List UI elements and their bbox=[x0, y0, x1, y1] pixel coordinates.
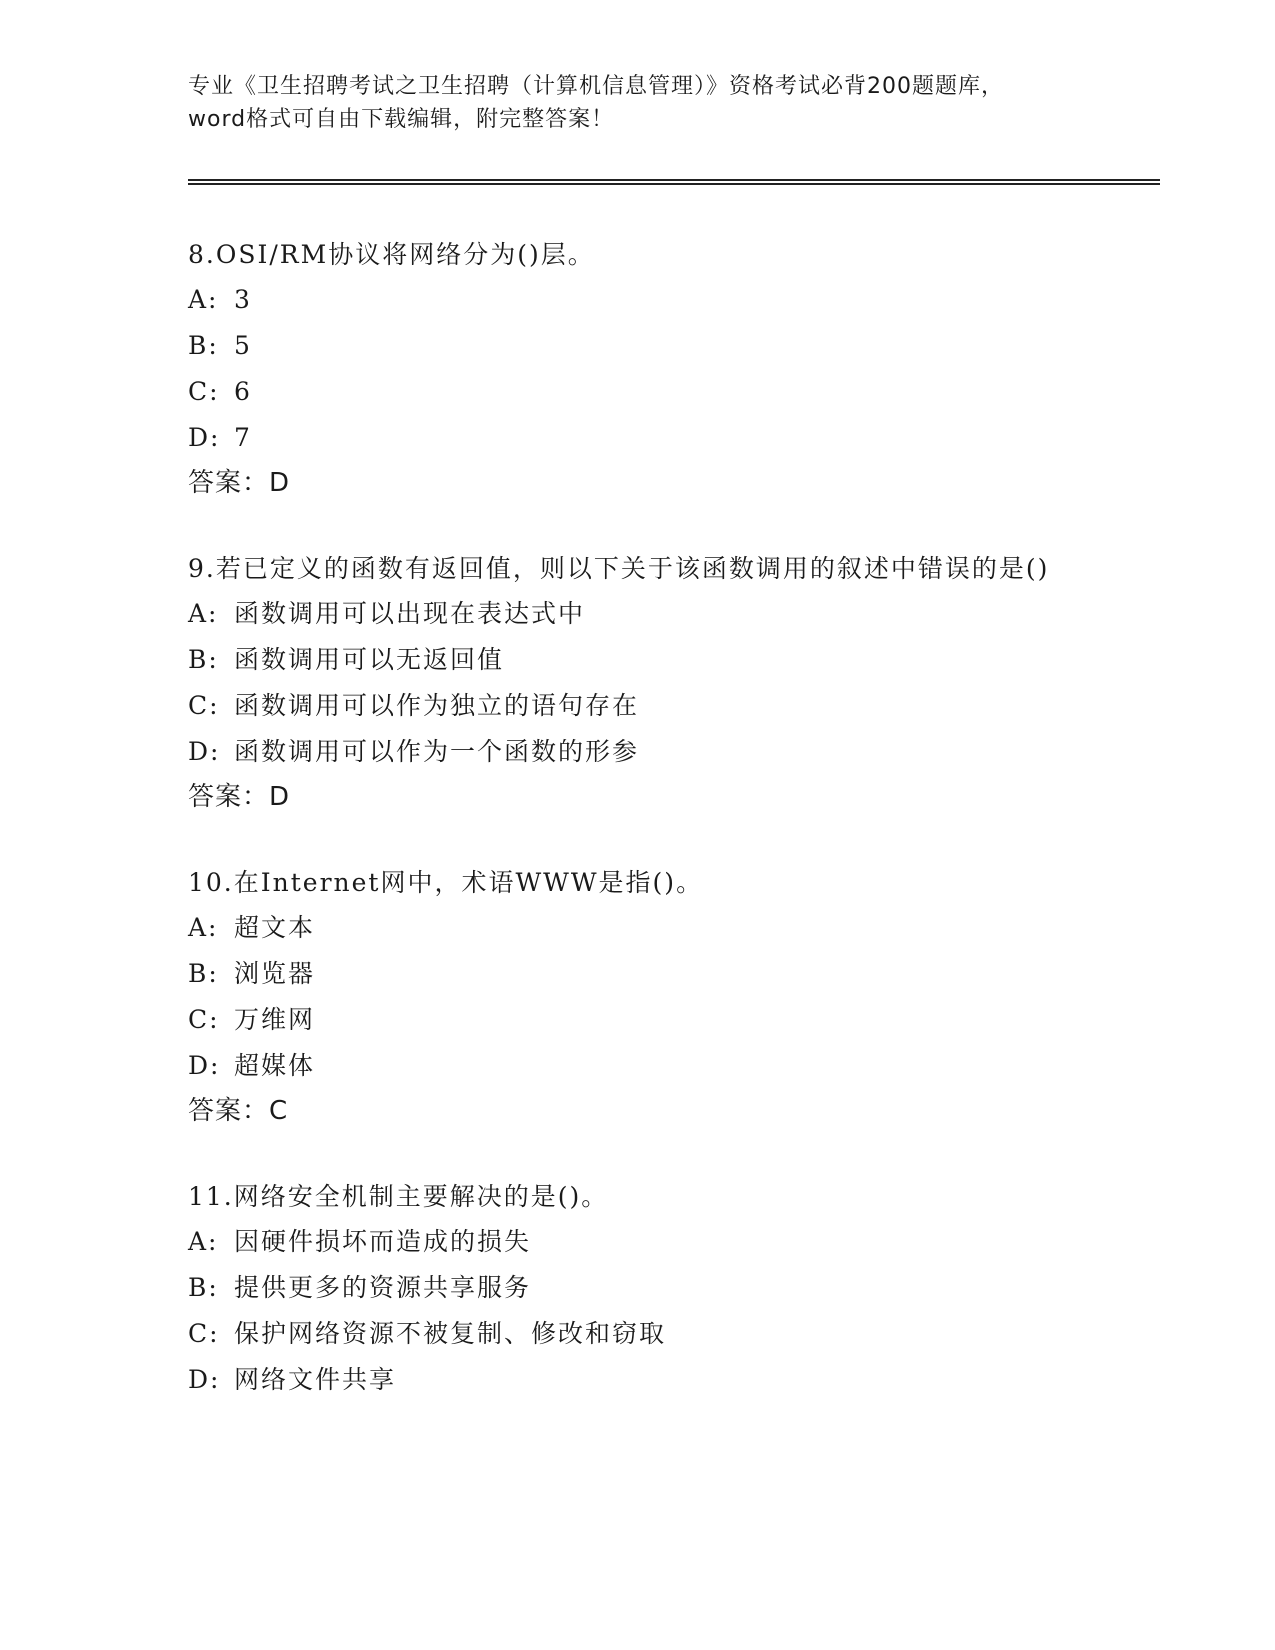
option-text: 网络文件共享 bbox=[234, 1365, 397, 1394]
option-text: 提供更多的资源共享服务 bbox=[234, 1273, 532, 1302]
option-a bbox=[188, 1219, 1088, 1265]
option-b bbox=[188, 323, 1088, 369]
answer-line: 答案：C bbox=[188, 1096, 289, 1126]
option-key: B: bbox=[188, 645, 219, 674]
option-c bbox=[188, 683, 1088, 729]
option-key: A: bbox=[188, 599, 219, 628]
option-text: 函数调用可以作为一个函数的形参 bbox=[234, 737, 640, 766]
option-key: C: bbox=[188, 377, 220, 406]
option-b bbox=[188, 1265, 1088, 1311]
option-key: D: bbox=[188, 423, 221, 452]
option-d bbox=[188, 1043, 1088, 1089]
question-10 bbox=[188, 860, 1088, 1133]
option-key: C: bbox=[188, 691, 220, 720]
question-text: 10.在Internet网中，术语WWW是指()。 bbox=[188, 868, 704, 897]
question-9 bbox=[188, 546, 1088, 819]
option-key: A: bbox=[188, 1227, 219, 1256]
option-text: 万维网 bbox=[234, 1005, 316, 1034]
option-text: 函数调用可以无返回值 bbox=[234, 645, 505, 674]
option-key: C: bbox=[188, 1319, 220, 1348]
question-8 bbox=[188, 232, 1088, 505]
option-text: 5 bbox=[234, 331, 252, 360]
option-text: 函数调用可以作为独立的语句存在 bbox=[234, 691, 640, 720]
question-text: 8.OSI/RM协议将网络分为()层。 bbox=[188, 240, 595, 269]
option-c bbox=[188, 997, 1088, 1043]
question-text: 11.网络安全机制主要解决的是()。 bbox=[188, 1182, 609, 1211]
option-key: A: bbox=[188, 285, 219, 314]
header-line-2: word格式可自由下载编辑，附完整答案！ bbox=[188, 107, 615, 132]
option-text: 6 bbox=[234, 377, 252, 406]
question-list bbox=[188, 232, 1088, 1444]
option-key: B: bbox=[188, 331, 219, 360]
option-key: C: bbox=[188, 1005, 220, 1034]
option-b bbox=[188, 951, 1088, 997]
option-key: B: bbox=[188, 1273, 219, 1302]
option-b bbox=[188, 637, 1088, 683]
question-11 bbox=[188, 1174, 1088, 1403]
option-d bbox=[188, 1357, 1088, 1403]
answer-line: 答案：D bbox=[188, 782, 291, 812]
option-key: B: bbox=[188, 959, 219, 988]
option-text: 因硬件损坏而造成的损失 bbox=[234, 1227, 532, 1256]
option-text: 超文本 bbox=[234, 913, 316, 942]
header-double-rule bbox=[188, 179, 1160, 185]
option-a bbox=[188, 591, 1088, 637]
option-text: 超媒体 bbox=[234, 1051, 316, 1080]
option-d bbox=[188, 729, 1088, 775]
option-text: 7 bbox=[234, 423, 252, 452]
document-header bbox=[188, 70, 1088, 136]
option-text: 保护网络资源不被复制、修改和窃取 bbox=[234, 1319, 667, 1348]
option-key: D: bbox=[188, 1365, 221, 1394]
option-c bbox=[188, 1311, 1088, 1357]
answer-line: 答案：D bbox=[188, 468, 291, 498]
option-key: D: bbox=[188, 737, 221, 766]
option-key: A: bbox=[188, 913, 219, 942]
option-a bbox=[188, 277, 1088, 323]
option-text: 函数调用可以出现在表达式中 bbox=[234, 599, 586, 628]
header-line-1: 专业《卫生招聘考试之卫生招聘（计算机信息管理）》资格考试必背200题题库， bbox=[188, 74, 1004, 99]
option-a bbox=[188, 905, 1088, 951]
question-text: 9.若已定义的函数有返回值，则以下关于该函数调用的叙述中错误的是() bbox=[188, 554, 1050, 583]
option-key: D: bbox=[188, 1051, 221, 1080]
option-c bbox=[188, 369, 1088, 415]
option-text: 3 bbox=[234, 285, 252, 314]
option-text: 浏览器 bbox=[234, 959, 316, 988]
option-d bbox=[188, 415, 1088, 461]
